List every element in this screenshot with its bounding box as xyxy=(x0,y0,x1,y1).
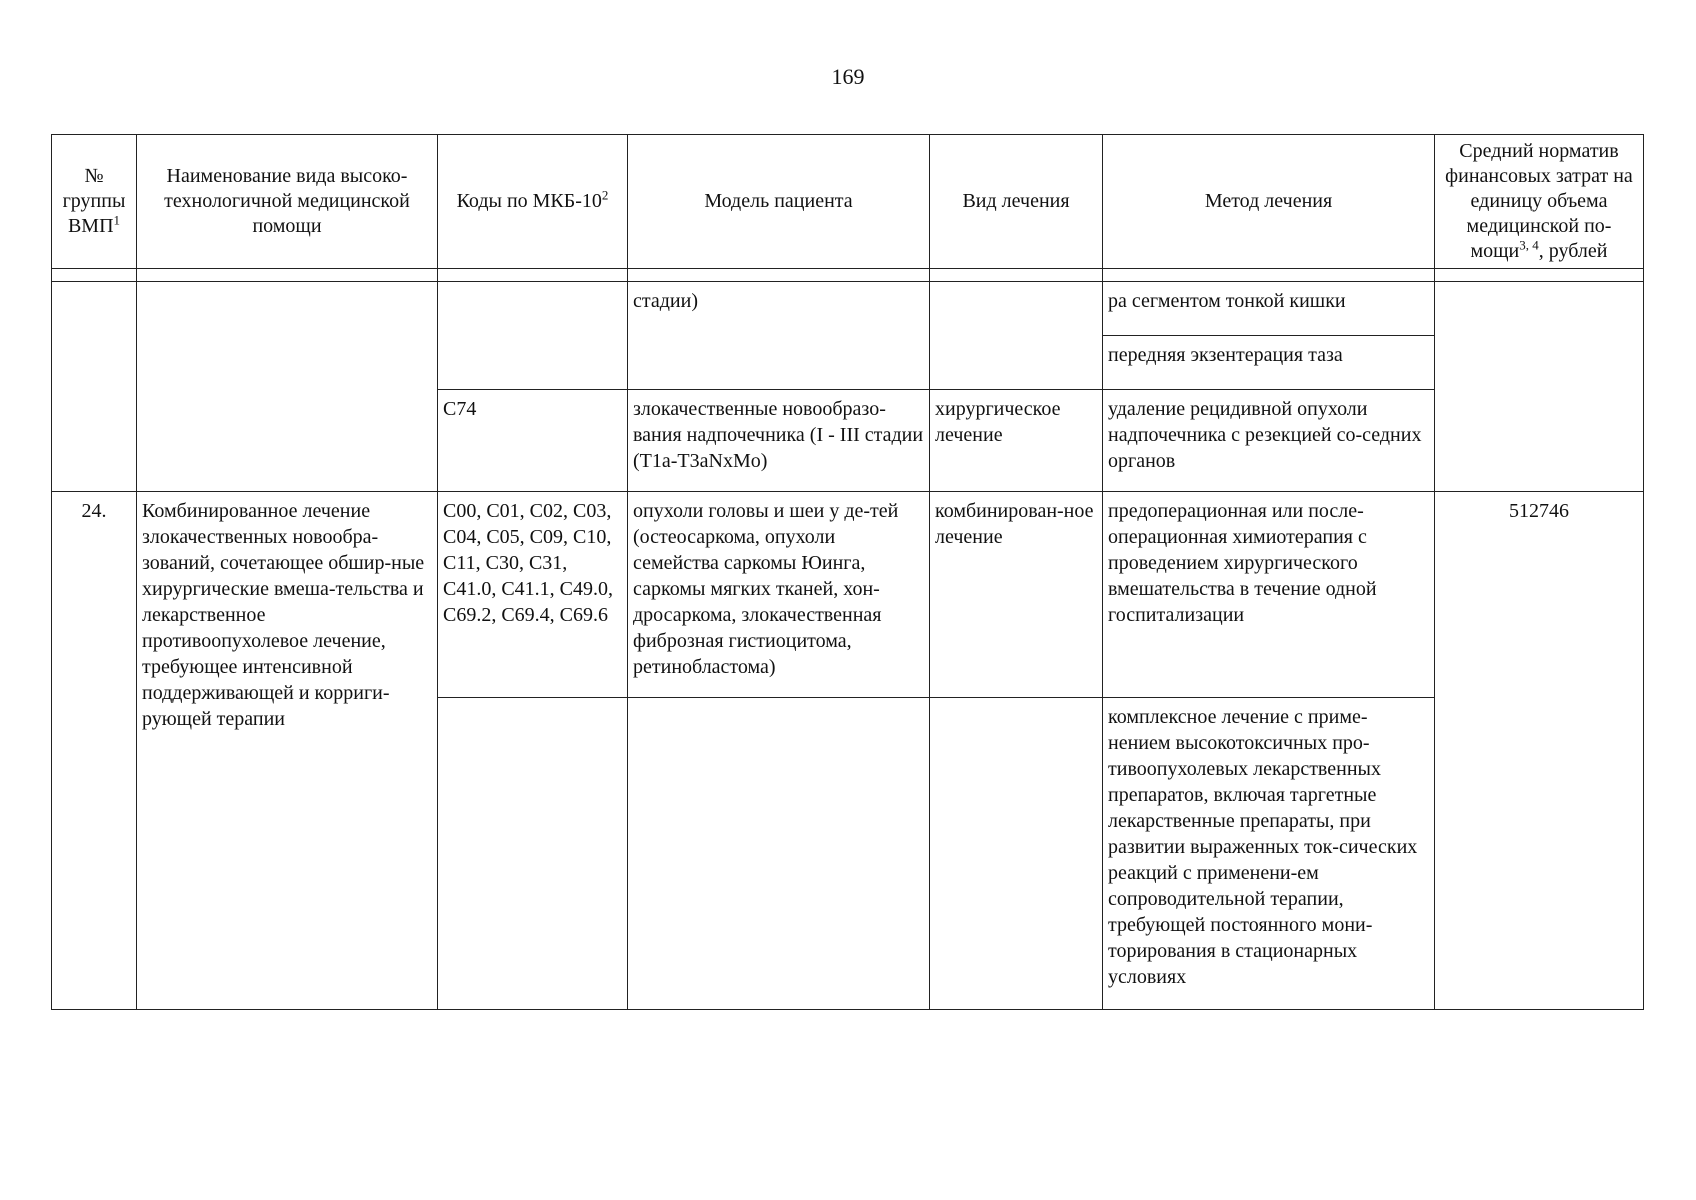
model-cell: стадии) xyxy=(628,282,930,390)
treatment-type-cell: комбинирован-ное лечение xyxy=(930,492,1103,698)
treatment-type-cell: хирургическое лечение xyxy=(930,390,1103,492)
header-group-no: № группы ВМП$^1$ xyxy=(52,135,137,269)
name-cell: Комбинированное лечение злокачественных новообра-зований, сочетающее обшир-ные хирургические вмеша-тельства и лекарственное противоопухолевое лечение, требующее интенсивной поддерживающей и корриги-рующей терапии xyxy=(137,492,438,1010)
cost-cell: 512746 xyxy=(1435,492,1644,1010)
model-cell: опухоли головы и шеи у де-тей (остеосаркома, опухоли семейства саркомы Юинга, саркомы мягких тканей, хон-дросаркома, злокачественная фиброзная гистиоцитома, ретинобластома) xyxy=(628,492,930,698)
header-name: Наименование вида высоко-технологичной медицинской помощи xyxy=(137,135,438,269)
header-treatment-type: Вид лечения xyxy=(930,135,1103,269)
header-method: Метод лечения xyxy=(1103,135,1435,269)
method-cell: ра сегментом тонкой кишки xyxy=(1103,282,1435,336)
header-codes: Коды по МКБ-$10^2$ xyxy=(438,135,628,269)
header-row xyxy=(52,135,1644,269)
method-cell: передняя экзентерация таза xyxy=(1103,336,1435,390)
header-cost: Средний норматив финансовых затрат на единицу объема медицинской по-мощи$^{3, 4}$, рублей xyxy=(1435,135,1644,269)
table-row xyxy=(52,492,1644,698)
group-number-cell: 24. xyxy=(52,492,137,1010)
model-cell: злокачественные новообразо-вания надпочечника (I - III стадии (T1a-T3aNxMo) xyxy=(628,390,930,492)
method-cell: удаление рецидивной опухоли надпочечника с резекцией со-седних органов xyxy=(1103,390,1435,492)
table-row xyxy=(52,282,1644,336)
spacer-row xyxy=(52,269,1644,282)
vmp-table xyxy=(51,134,1644,1010)
page-number: 169 xyxy=(831,64,865,89)
method-cell: предоперационная или после-операционная химиотерапия с проведением хирургического вмешательства в течение одной госпитализации xyxy=(1103,492,1435,698)
header-model: Модель пациента xyxy=(628,135,930,269)
method-cell: комплексное лечение с приме-нением высокотоксичных про-тивоопухолевых лекарственных препаратов, включая таргетные лекарственные препараты, при развитии выраженных ток-сических реакций с применени-ем сопроводительной терапии, требующей постоянного мони-торирования в стационарных условиях xyxy=(1103,698,1435,1010)
codes-cell: C74 xyxy=(438,390,628,492)
codes-cell: C00, C01, C02, C03, C04, C05, C09, C10, C11, C30, C31, C41.0, C41.1, C49.0, C69.2, C69.4, C69.6 xyxy=(438,492,628,698)
